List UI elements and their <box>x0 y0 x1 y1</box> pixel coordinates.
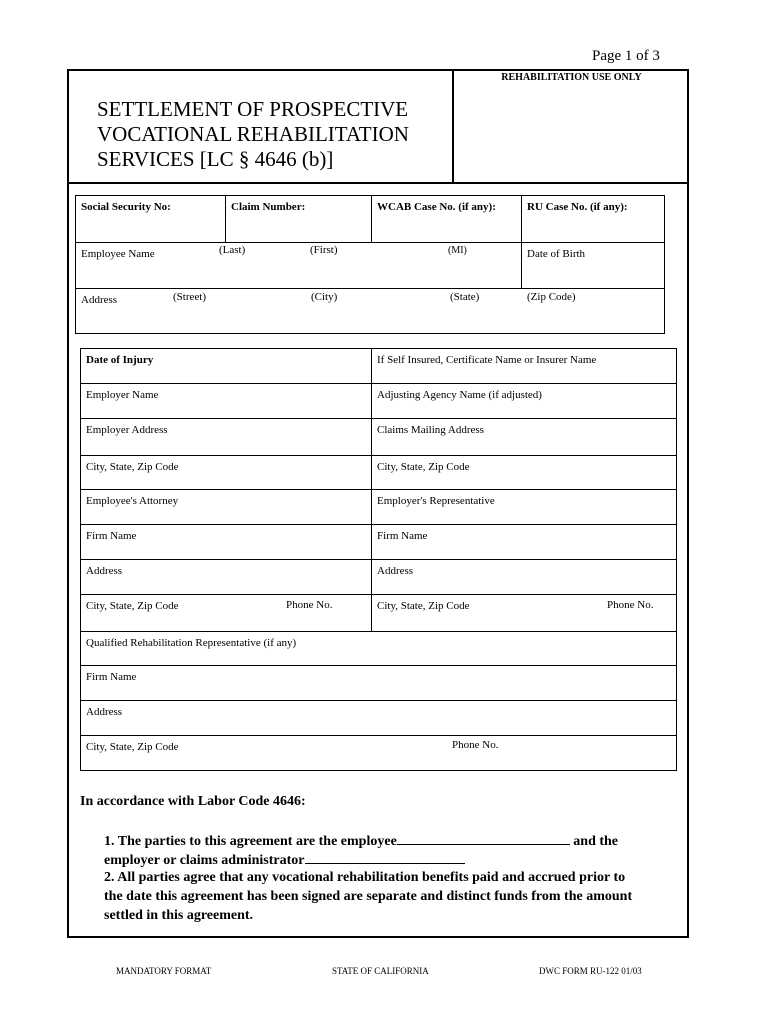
middle-initial-sublabel: (MI) <box>448 245 467 256</box>
employer-address-field[interactable]: Employer Address <box>86 424 168 436</box>
employer-representative-field[interactable]: Employer's Representative <box>377 495 495 507</box>
attorney-firm-name-field[interactable]: Firm Name <box>86 530 137 542</box>
last-name-sublabel: (Last) <box>219 244 246 256</box>
address-field[interactable] <box>75 288 665 334</box>
claim-number-field[interactable]: Claim Number: <box>231 201 306 213</box>
and-the-label: and the <box>573 834 619 849</box>
date-of-birth-field[interactable]: Date of Birth <box>527 248 586 260</box>
form-title-line-1: SETTLEMENT OF PROSPECTIVE <box>97 97 409 121</box>
agreement-paragraph-2-line-3: settled in this agreement. <box>104 908 254 923</box>
title-divider <box>69 182 687 184</box>
form-title <box>97 97 409 172</box>
employer-name-field[interactable]: Employer Name <box>86 389 159 401</box>
qrr-address-field[interactable]: Address <box>86 706 123 718</box>
qrr-phone-label: Phone No. <box>452 739 499 751</box>
qrr-city-state-zip-field[interactable]: City, State, Zip Code <box>86 741 179 753</box>
street-sublabel: (Street) <box>173 291 206 303</box>
qrr-field[interactable]: Qualified Rehabilitation Representative (if any) <box>86 637 297 649</box>
footer-state: STATE OF CALIFORNIA <box>332 966 429 976</box>
employee-blank[interactable] <box>397 830 570 845</box>
representative-firm-name-field[interactable]: Firm Name <box>377 530 428 542</box>
employee-name-label: Employee Name <box>81 248 155 260</box>
employer-blank[interactable] <box>305 849 465 864</box>
ru-case-field[interactable]: RU Case No. (if any): <box>527 201 628 213</box>
attorney-city-state-zip-field[interactable]: City, State, Zip Code <box>86 600 179 612</box>
date-of-injury-field[interactable]: Date of Injury <box>86 354 154 366</box>
attorney-address-field[interactable]: Address <box>86 565 123 577</box>
claims-mailing-address-field[interactable]: Claims Mailing Address <box>377 424 484 436</box>
footer-mandatory-format: MANDATORY FORMAT <box>116 966 212 976</box>
page-number: Page 1 of 3 <box>592 48 660 64</box>
employer-city-state-zip-field[interactable]: City, State, Zip Code <box>86 461 179 473</box>
title-vertical-divider <box>452 71 454 182</box>
wcab-case-field[interactable]: WCAB Case No. (if any): <box>377 201 496 213</box>
form-title-line-3: SERVICES [LC § 4646 (b)] <box>97 147 334 171</box>
form-title-line-2: VOCATIONAL REHABILITATION <box>97 122 409 146</box>
claims-city-state-zip-field[interactable]: City, State, Zip Code <box>377 461 470 473</box>
representative-phone-label: Phone No. <box>607 599 654 611</box>
employee-attorney-field[interactable]: Employee's Attorney <box>86 495 179 507</box>
rehabilitation-use-only-label: REHABILITATION USE ONLY <box>501 72 642 83</box>
agreement-paragraph-1-line-2 <box>104 849 465 870</box>
insurer-name-field[interactable]: If Self Insured, Certificate Name or Insurer Name <box>377 354 597 366</box>
agreement-paragraph-1-line-1 <box>104 830 618 851</box>
zip-sublabel: (Zip Code) <box>527 291 576 303</box>
qrr-firm-name-field[interactable]: Firm Name <box>86 671 137 683</box>
footer-form-number: DWC FORM RU-122 01/03 <box>539 966 642 976</box>
adjusting-agency-field[interactable]: Adjusting Agency Name (if adjusted) <box>377 389 542 401</box>
agreement-intro: In accordance with Labor Code 4646: <box>80 794 306 809</box>
representative-city-state-zip-field[interactable]: City, State, Zip Code <box>377 600 470 612</box>
attorney-phone-label: Phone No. <box>286 599 333 611</box>
representative-address-field[interactable]: Address <box>377 565 414 577</box>
parties-label: 1. The parties to this agreement are the employee <box>104 834 397 849</box>
first-name-sublabel: (First) <box>310 244 338 256</box>
state-sublabel: (State) <box>450 291 480 303</box>
agreement-paragraph-2-line-2: the date this agreement has been signed are separate and distinct funds from the amount <box>104 889 633 904</box>
address-label: Address <box>81 294 118 306</box>
ssn-field[interactable]: Social Security No: <box>81 201 171 213</box>
employer-label: employer or claims administrator <box>104 853 305 868</box>
agreement-paragraph-2-line-1: 2. All parties agree that any vocational rehabilitation benefits paid and accrued prior to <box>104 870 626 885</box>
city-sublabel: (City) <box>311 291 338 303</box>
